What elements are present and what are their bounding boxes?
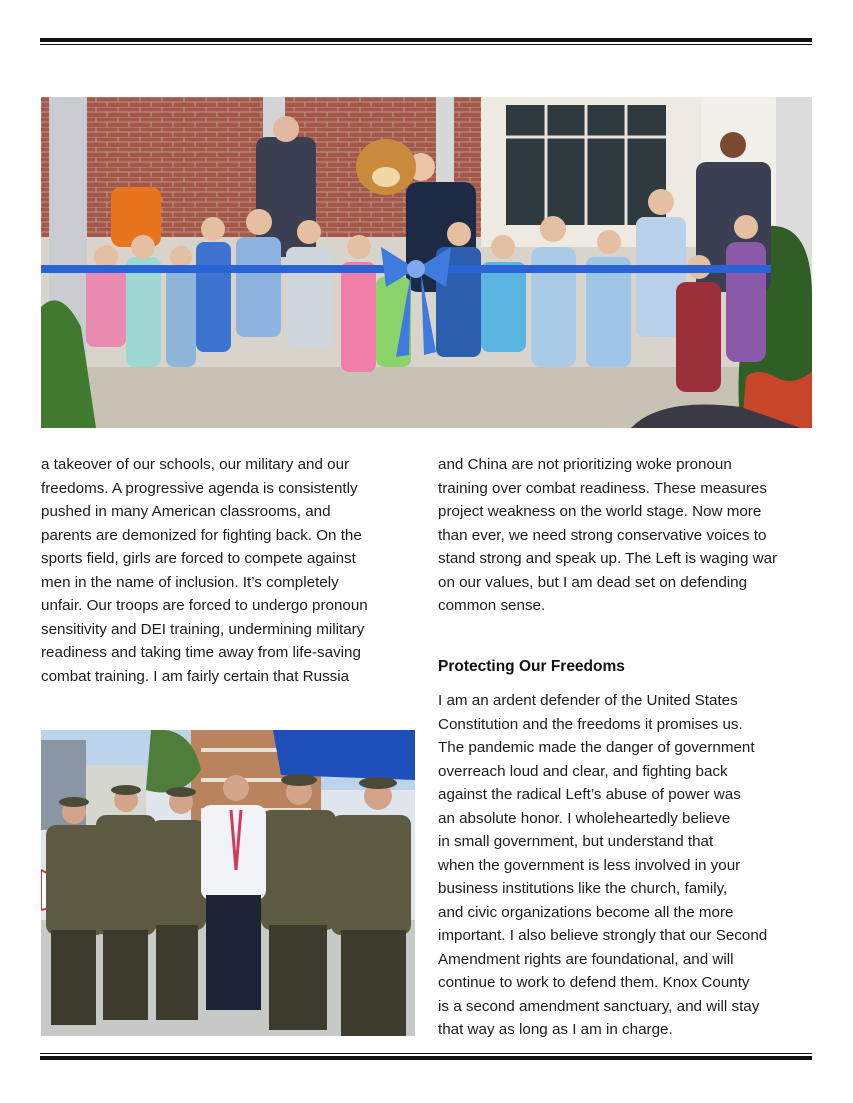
left-paragraph: a takeover of our schools, our military and our freedoms. A progressive agenda is consistently pushed in many American classrooms, and parents are demonized for fighting back. On the sports field, girls are forced to compete against men in the name of inclusion. It’s completely unfair. Our troops are forced to undergo pronoun sensitivity and DEI training, undermining military readiness and taking time away from life-saving combat training. I am fairly certain that Russia xyxy=(41,456,368,685)
right-paragraph-top: and China are not prioritizing woke pronoun training over combat readiness. These measures project weakness on the world stage. Now more than ever, we need strong conservative voices to stand strong and speak up. The Left is waging war on our values, but I am dead set on defending common sense. xyxy=(438,456,778,614)
section-heading: Protecting Our Freedoms xyxy=(438,658,625,675)
right-column-text-top xyxy=(438,453,814,618)
ribbon-cutting-photo xyxy=(41,97,812,428)
right-column-text-bottom xyxy=(438,689,814,1042)
right-paragraph-bottom: I am an ardent defender of the United States Constitution and the freedoms it promises us. The pandemic made the danger of government overreach loud and clear, and fighting back against the radical Left’s abuse of power was an absolute honor. I wholeheartedly believe in small government, but understand that when the government is less involved in your business institutions like the church, family, and civic organizations become all the more important. I also believe strongly that our Second Amendment rights are foundational, and will continue to work to defend them. Knox County is a second amendment sanctuary, and will stay that way as long as I am in charge. xyxy=(438,692,768,1038)
troopers-photo xyxy=(41,730,415,1036)
top-rule xyxy=(40,38,812,45)
left-column-text xyxy=(41,453,413,688)
bottom-rule xyxy=(40,1053,812,1060)
